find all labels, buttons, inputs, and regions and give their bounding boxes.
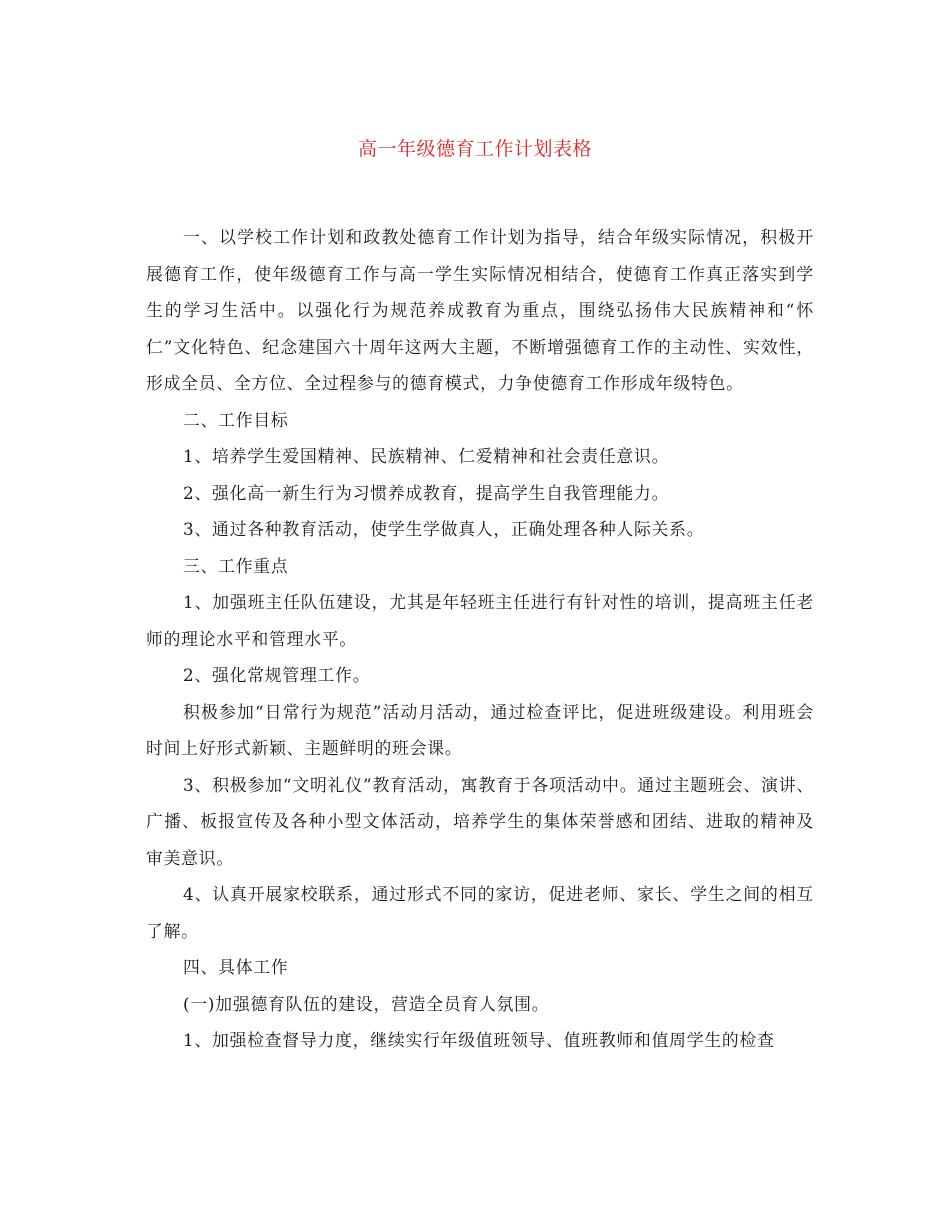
- goal-item-3: 3、通过各种教育活动，使学生学做真人，正确处理各种人际关系。: [183, 519, 705, 539]
- goal-item-1: 1、培养学生爱国精神、民族精神、仁爱精神和社会责任意识。: [183, 446, 670, 466]
- focus-item-2: 2、强化常规管理工作。: [183, 665, 371, 685]
- focus-item-3: 3、积极参加“文明礼仪”教育活动，寓教育于各项活动中。通过主题班会、演讲、广播、板报宣传及各种小型文体活动，培养学生的集体荣誉感和团结、进取的精神及审美意识。: [146, 774, 814, 868]
- section-heading-focus: 三、工作重点: [183, 555, 289, 576]
- paragraph-intro: 一、以学校工作计划和政教处德育工作计划为指导，结合年级实际情况，积极开展德育工作，使年级德育工作与高一学生实际情况相结合，使德育工作真正落实到学生的学习生活中。以强化行为规范养成教育为重点，围绕弘扬伟大民族精神和“怀仁”文化特色、纪念建国六十周年这两大主题，不断增强德育工作的主动性、实效性，形成全员、全方位、全过程参与的德育模式，力争使德育工作形成年级特色。: [146, 227, 814, 393]
- task-subheading-1: (一)加强德育队伍的建设，营造全员育人氛围。: [183, 993, 550, 1014]
- section-heading-tasks: 四、具体工作: [183, 957, 289, 977]
- focus-item-4: 4、认真开展家校联系，通过形式不同的家访，促进老师、家长、学生之间的相互了解。: [146, 884, 814, 941]
- focus-item-2-detail: 积极参加“日常行为规范”活动月活动，通过检查评比，促进班级建设。利用班会时间上好形式新颖、主题鲜明的班会课。: [146, 701, 814, 758]
- focus-item-1: 1、加强班主任队伍建设，尤其是年轻班主任进行有针对性的培训，提高班主任老师的理论水平和管理水平。: [146, 592, 814, 649]
- task-item-1: 1、加强检查督导力度，继续实行年级值班领导、值班教师和值周学生的检查: [183, 1030, 775, 1050]
- document-body: [146, 219, 814, 1059]
- section-heading-goals: 二、工作目标: [183, 409, 289, 430]
- goal-item-2: 2、强化高一新生行为习惯养成教育，提高学生自我管理能力。: [183, 482, 670, 503]
- document-title: 高一年级德育工作计划表格: [357, 138, 592, 160]
